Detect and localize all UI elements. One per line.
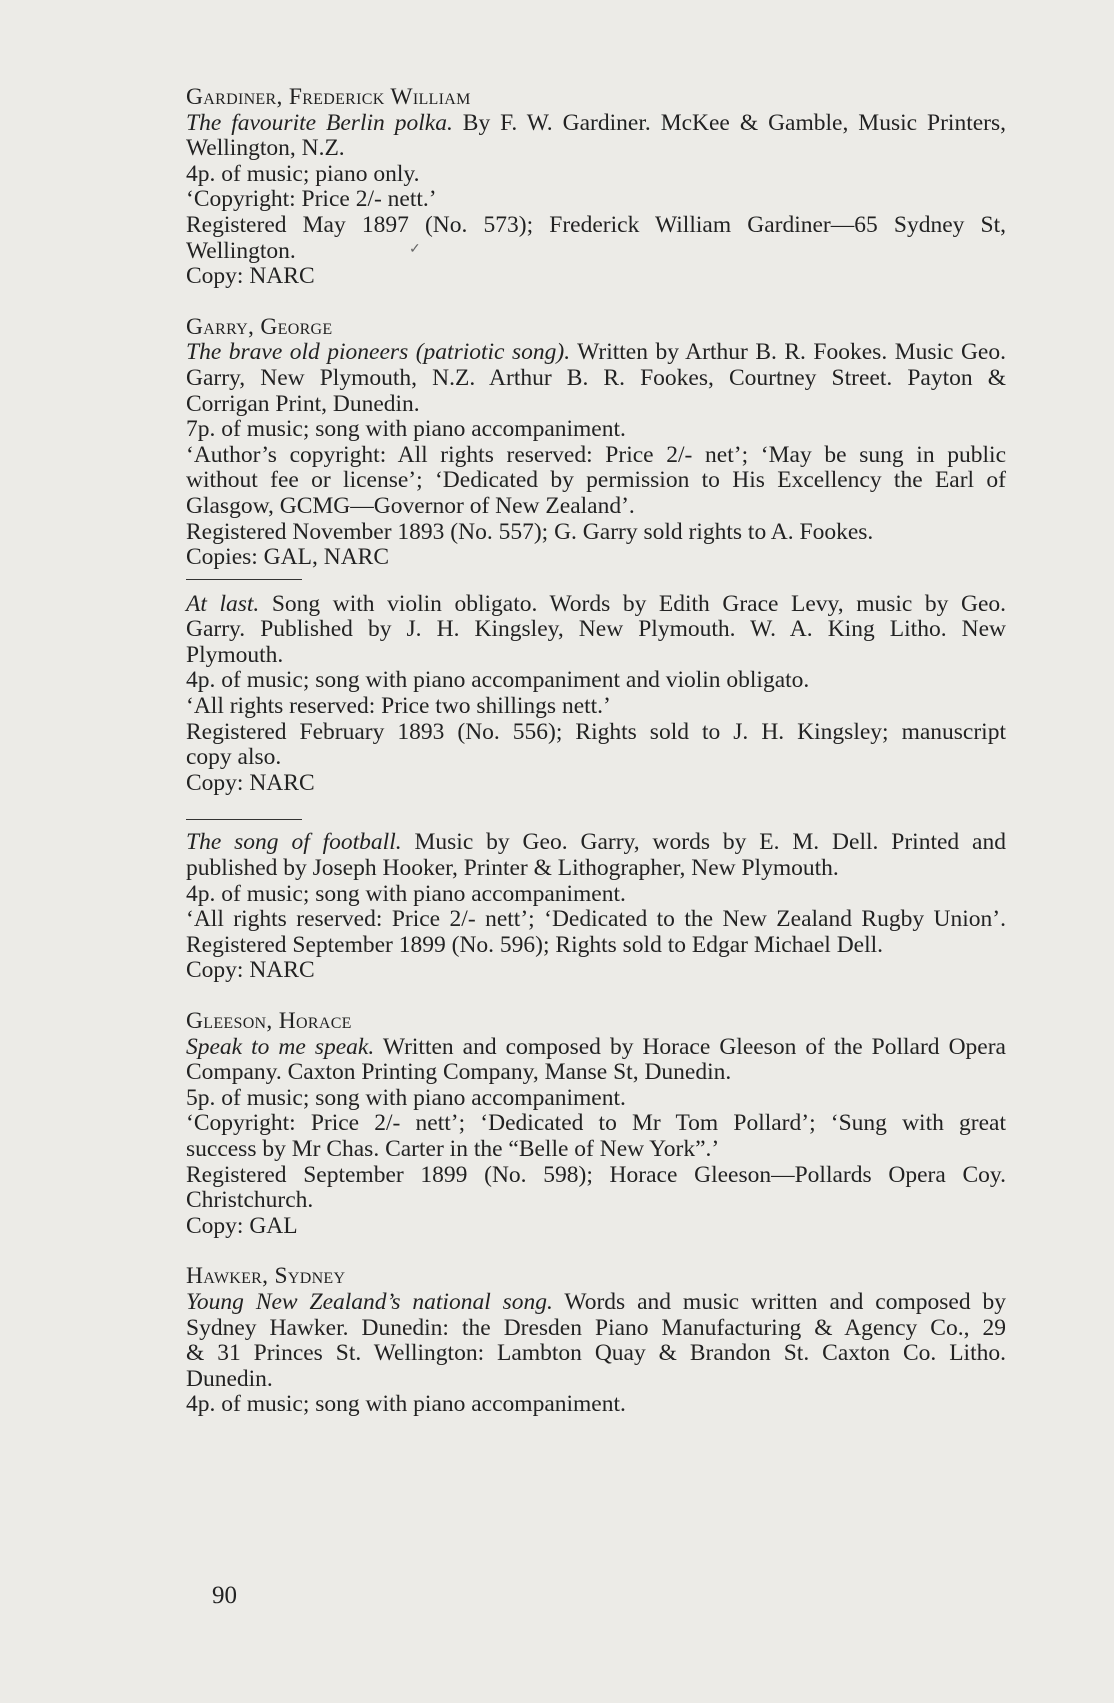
composer-heading: Gleeson, Horace xyxy=(186,1008,352,1034)
imprint-text: Song with violin obligato. Words by Edith Grace Levy, music by Geo. xyxy=(259,590,1006,617)
imprint-line: Garry, New Plymouth, N.Z. Arthur B. R. Fookes, Courtney Street. Payton & xyxy=(186,364,1006,391)
registration-line: Registered September 1899 (No. 598); Horace Gleeson—Pollards Opera Coy. xyxy=(186,1161,1006,1188)
imprint-line: Company. Caxton Printing Company, Manse St, Dunedin. xyxy=(186,1059,732,1086)
imprint-line xyxy=(186,830,1006,856)
note-line: ‘Copyright: Price 2/- nett’; ‘Dedicated to Mr Tom Pollard’; ‘Sung with great xyxy=(186,1110,1006,1137)
work-at-last xyxy=(186,592,1006,797)
work-brave-old-pioneers xyxy=(186,340,1006,570)
work-title: Speak to me speak. xyxy=(186,1033,375,1060)
composer-heading: Garry, George xyxy=(186,313,333,340)
registration-line: Registered May 1897 (No. 573); Frederick William Gardiner—65 Sydney St, xyxy=(186,211,1006,238)
copy-line: Copy: NARC xyxy=(186,957,315,984)
imprint-line: Dunedin. xyxy=(186,1365,273,1392)
imprint-line: Garry. Published by J. H. Kingsley, New Plymouth. W. A. King Litho. New xyxy=(186,616,1006,643)
imprint-line: Sydney Hawker. Dunedin: the Dresden Piano Manufacturing & Agency Co., 29 xyxy=(186,1314,1006,1341)
entry-hawker xyxy=(186,1264,1006,1418)
imprint-line: & 31 Princes St. Wellington: Lambton Quay & Brandon St. Caxton Co. Litho. xyxy=(186,1340,1006,1367)
note-line: Glasgow, GCMG—Governor of New Zealand’. xyxy=(186,492,635,519)
imprint-line xyxy=(186,592,1006,618)
extent-line: 4p. of music; song with piano accompaniment. xyxy=(186,880,626,907)
imprint-text: By F. W. Gardiner. McKee & Gamble, Music Printers, xyxy=(452,109,1007,136)
extent-line: 7p. of music; song with piano accompaniment. xyxy=(186,416,626,443)
imprint-line: published by Joseph Hooker, Printer & Lithographer, New Plymouth. xyxy=(186,855,839,882)
page-number: 90 xyxy=(212,1582,237,1609)
imprint-line: Wellington, N.Z. xyxy=(186,135,345,162)
imprint-line xyxy=(186,111,1006,137)
copy-line: Copies: GAL, NARC xyxy=(186,544,390,571)
copy-line: Copy: GAL xyxy=(186,1212,298,1239)
note-line: success by Mr Chas. Carter in the “Belle of New York”.’ xyxy=(186,1135,720,1162)
work-title: The favourite Berlin polka. xyxy=(186,109,453,136)
note-line: ‘All rights reserved: Price two shillings nett.’ xyxy=(186,693,611,720)
note-line: ‘Copyright: Price 2/- nett.’ xyxy=(186,186,437,213)
entry-garry xyxy=(186,315,1006,984)
registration-line: Registered February 1893 (No. 556); Rights sold to J. H. Kingsley; manuscript xyxy=(186,718,1006,745)
note-line: ‘Author’s copyright: All rights reserved: Price 2/- net’; ‘May be sung in public xyxy=(186,441,1006,468)
extent-line: 4p. of music; song with piano accompaniment. xyxy=(186,1391,626,1418)
imprint-line xyxy=(186,340,1006,366)
imprint-line xyxy=(186,1035,1006,1061)
copy-line: Copy: NARC xyxy=(186,769,315,796)
work-song-of-football xyxy=(186,830,1006,984)
work-title: The brave old pioneers (patriotic song). xyxy=(186,339,571,366)
imprint-line xyxy=(186,1290,1006,1316)
ditto-rule xyxy=(186,819,302,820)
extent-line: 5p. of music; song with piano accompaniment. xyxy=(186,1084,626,1111)
ditto-rule xyxy=(186,579,302,580)
imprint-text: Music by Geo. Garry, words by E. M. Dell. Printed and xyxy=(401,829,1006,856)
imprint-line: Plymouth. xyxy=(186,641,284,668)
registration-line: Wellington. xyxy=(186,237,296,264)
copy-line: Copy: NARC xyxy=(186,263,315,290)
work-title: At last. xyxy=(186,590,260,617)
work-title: The song of football. xyxy=(186,829,402,856)
composer-heading: Hawker, Sydney xyxy=(186,1263,346,1290)
catalogue-page xyxy=(186,85,1006,1418)
registration-line: copy also. xyxy=(186,744,282,771)
imprint-text: Written and composed by Horace Gleeson of the Pollard Opera xyxy=(374,1033,1006,1060)
note-line: without fee or license’; ‘Dedicated by permission to His Excellency the Earl of xyxy=(186,467,1006,494)
entry-gleeson xyxy=(186,1009,1006,1239)
imprint-text: Words and music written and composed by xyxy=(552,1288,1006,1315)
entry-gardiner xyxy=(186,85,1006,290)
registration-line: Christchurch. xyxy=(186,1187,314,1214)
imprint-text: Written by Arthur B. R. Fookes. Music Geo. xyxy=(570,339,1006,366)
extent-line: 4p. of music; piano only. xyxy=(186,160,420,187)
note-line: ‘All rights reserved: Price 2/- nett’; ‘Dedicated to the New Zealand Rugby Union’. xyxy=(186,906,1006,933)
pencil-tick-mark: ✓ xyxy=(409,242,421,257)
registration-line: Registered November 1893 (No. 557); G. Garry sold rights to A. Fookes. xyxy=(186,518,874,545)
imprint-line: Corrigan Print, Dunedin. xyxy=(186,390,420,417)
registration-line: Registered September 1899 (No. 596); Rights sold to Edgar Michael Dell. xyxy=(186,931,884,958)
work-title: Young New Zealand’s national song. xyxy=(186,1288,553,1315)
composer-heading: Gardiner, Frederick William xyxy=(186,84,471,110)
extent-line: 4p. of music; song with piano accompaniment and violin obligato. xyxy=(186,667,810,694)
